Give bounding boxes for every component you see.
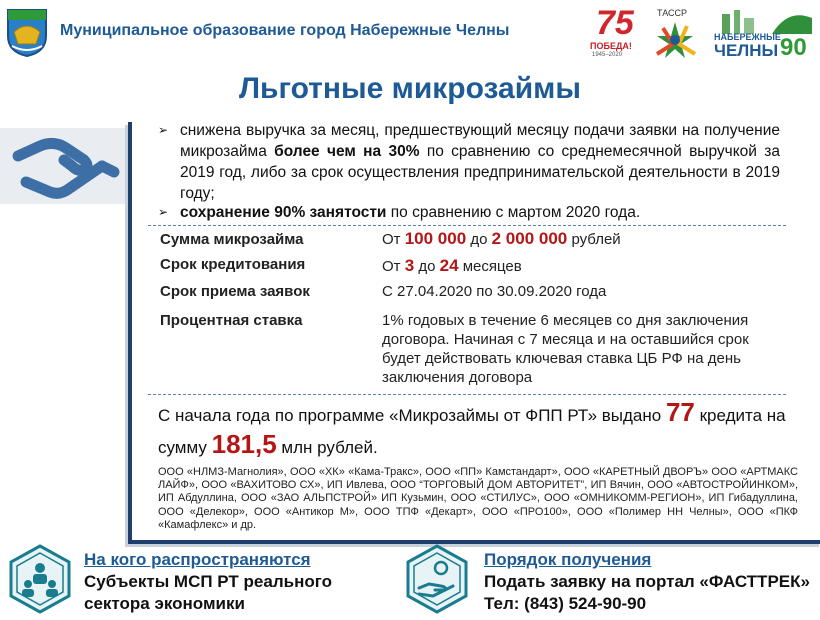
city-line1: НАБЕРЕЖНЫЕ (714, 32, 781, 42)
pobeda-75-logo (590, 4, 640, 64)
arrow-bullet-icon: ➢ (158, 123, 169, 137)
period-label: Срок приема заявок (160, 283, 310, 300)
amount-to: до (470, 231, 488, 248)
rate-value: 1% годовых в течение 6 месяцев со дня заключения договора. Начиная с 7 месяца и на оставшийся срок будет действовать ключевая ставка ЦБ РФ на день заключения договора (382, 312, 749, 386)
term-value (382, 256, 522, 276)
bullet2-text-post: по сравнению с мартом 2020 года. (390, 204, 641, 221)
pobeda-years: 1945–2020 (592, 52, 623, 58)
period-value: С 27.04.2020 по 30.09.2020 года (382, 283, 607, 300)
loans-amount: 181,5 (211, 429, 277, 459)
bullet2-text-bold: сохранение 90% занятости (180, 204, 387, 221)
application-order-link[interactable]: Порядок получения (484, 550, 652, 569)
bullet1-text-pre: снижена выручка за месяц, предшествующий месяцу подачи заявки на получение микрозайма (180, 122, 780, 160)
header (0, 0, 820, 70)
page-title: Льготные микрозаймы (239, 72, 581, 105)
recipients-list: ООО «НЛМЗ-Магнолия», ООО «ХК» «Кама-Тракс», ООО «ПП» Камстандарт», ООО «КАРЕТНЫЙ ДВОРЪ» ООО «АРТМАКС ЛАЙФ», ООО «ВАХИТОВО СХ», ИП Ивлева, ООО “ТОРГОВЫЙ ДОМ АВТОРИТЕТ”, ИП Вячин, ООО «АВТОСТРОЙИНКОМ», ИП Абдуллина, ООО «ЗАО АЛЬПСТРОЙ» ИП Кузьмин, ООО «СТИЛУС», ООО «ОМНИКОММ-РЕГИОН», ИП Гибадуллина, ООО «Делекор», ООО «Антикор М», ООО ТПФ «Декарт», ООО «ПРО100», ООО «Полимер НН Челны», ООО «ПКФ «Камафлекс» и др. (158, 466, 798, 531)
term-to: до (418, 258, 436, 275)
people-group-icon (8, 544, 72, 614)
term-max: 24 (439, 256, 459, 275)
amount-from: От (382, 231, 401, 248)
summary-mid: кредита на сумму (158, 406, 786, 457)
term-unit: месяцев (462, 258, 522, 275)
divider (148, 394, 786, 395)
term-min: 3 (404, 256, 415, 275)
city-line2: ЧЕЛНЫ (714, 41, 779, 60)
city-number: 90 (780, 34, 807, 61)
pobeda-text: ПОБЕДА! (590, 41, 632, 51)
tassr-100-logo (643, 6, 707, 66)
tassr-text: ТАССР (657, 8, 688, 18)
tassr-star-icon (643, 18, 707, 68)
rate-label: Процентная ставка (160, 312, 303, 329)
hand-money-icon (405, 544, 469, 614)
city-skyline-icon (712, 8, 816, 34)
who-applies-text: Субъекты МСП РТ реального сектора экономики (84, 572, 332, 613)
org-title: Муниципальное образование город Набережные Челны (60, 22, 510, 39)
divider (148, 225, 786, 226)
amount-min: 100 000 (404, 229, 467, 248)
bullet1-text-bold: более чем на 30% (274, 143, 420, 160)
amount-max: 2 000 000 (491, 229, 568, 248)
amount-value (382, 229, 621, 249)
condition-bullet-revenue (160, 120, 780, 204)
term-label: Срок кредитования (160, 256, 306, 273)
loans-count: 77 (665, 397, 695, 427)
application-order-text: Подать заявку на портал «ФАСТТРЕК» Тел: (843) 524-90-90 (484, 572, 810, 613)
summary-pre: С начала года по программе «Микрозаймы от ФПП РТ» выдано (158, 406, 662, 425)
amount-unit: рублей (571, 231, 621, 248)
condition-bullet-employment (160, 202, 780, 223)
who-applies-link[interactable]: На кого распространяются (84, 550, 311, 569)
chelny-90-logo (712, 8, 816, 66)
coat-of-arms-icon (6, 6, 48, 58)
arrow-bullet-icon: ➢ (158, 205, 169, 219)
bullet1-text-post: по сравнению со среднемесячной выручкой за 2019 год, либо за срок осуществления предпринимательской деятельности в 2019 году; (180, 143, 780, 202)
pobeda-number: 75 (596, 4, 634, 42)
amount-label: Сумма микрозайма (160, 231, 304, 248)
term-from: От (382, 258, 401, 275)
summary-post: млн рублей. (281, 438, 378, 457)
handshake-icon (10, 126, 122, 206)
program-summary (158, 398, 798, 462)
